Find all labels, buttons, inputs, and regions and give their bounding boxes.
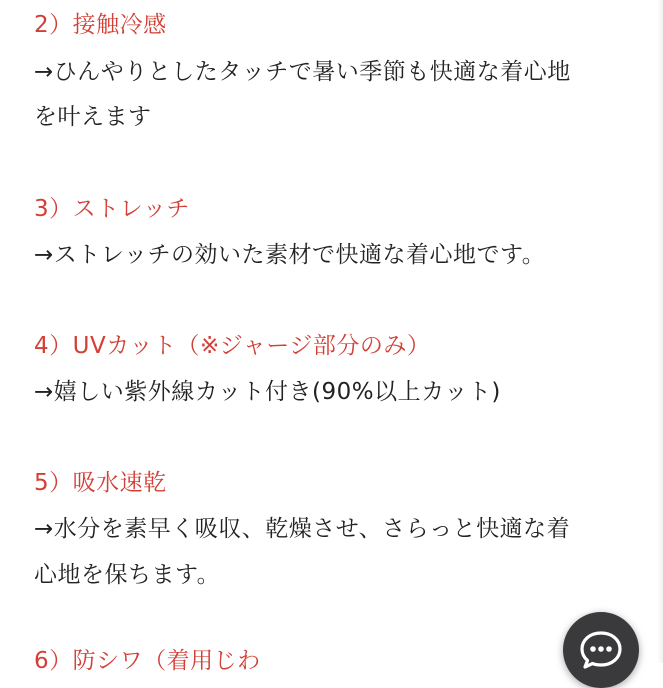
section-heading-wrinkle-free: 6）防シワ（着用じわ: [34, 648, 261, 674]
chat-button[interactable]: [563, 612, 639, 688]
section-text-line: →ひんやりとしたタッチで暑い季節も快適な着心地: [34, 59, 571, 85]
section-heading-contact-cool: 2）接触冷感: [34, 12, 167, 38]
section-heading-quick-dry: 5）吸水速乾: [34, 470, 167, 496]
section-text-line: →嬉しい紫外線カット付き(90%以上カット): [34, 379, 501, 405]
section-text-line: →水分を素早く吸収、乾燥させ、さらっと快適な着: [34, 516, 571, 542]
chat-bubble-icon: [579, 630, 623, 670]
section-text-line: 心地を保ちます。: [34, 562, 221, 588]
section-text-line: →ストレッチの効いた素材で快適な着心地です。: [34, 242, 546, 268]
section-text-line: を叶えます: [34, 104, 152, 130]
section-heading-uv-cut: 4）UVカット（※ジャージ部分のみ）: [34, 333, 431, 359]
scroll-edge-shadow: [657, 0, 663, 663]
section-heading-stretch: 3）ストレッチ: [34, 196, 190, 222]
